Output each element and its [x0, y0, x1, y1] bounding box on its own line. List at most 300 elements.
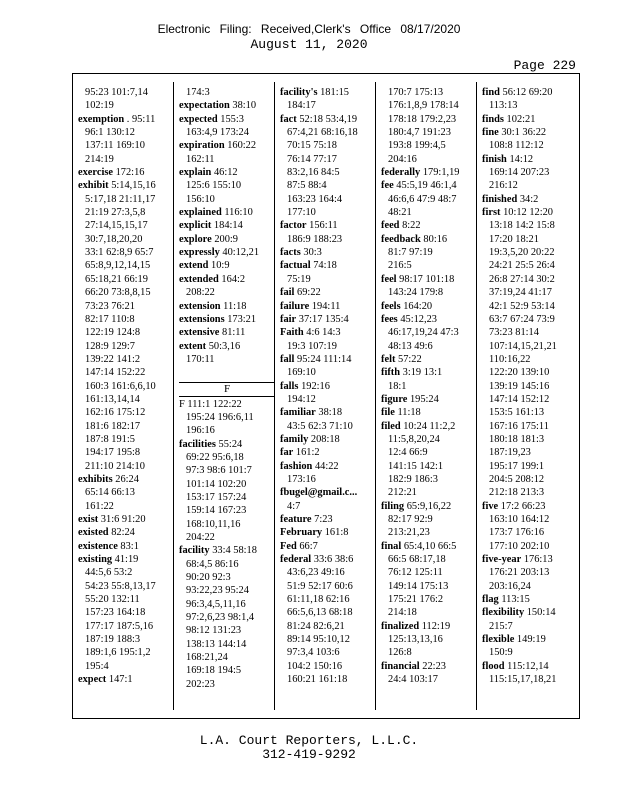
- index-term: facts: [280, 247, 301, 259]
- entry-references: 212:21: [388, 487, 417, 499]
- entry-references: 187:8 191:5: [85, 433, 135, 445]
- entry-references: 101:14 102:20: [186, 478, 247, 490]
- index-entry: [381, 366, 477, 379]
- entry-references: 69:22: [294, 287, 321, 299]
- index-entry: [280, 513, 376, 526]
- index-entry: [179, 638, 275, 651]
- index-column-3: [280, 86, 376, 714]
- index-column-5: [482, 86, 578, 714]
- index-term: feedback: [381, 233, 421, 245]
- entry-references: 90:20 92:3: [186, 572, 231, 584]
- index-entry: [381, 206, 477, 219]
- entry-references: 174:3: [186, 87, 210, 98]
- entry-references: 97:3,4 103:6: [287, 647, 340, 659]
- index-entry: [78, 126, 174, 139]
- entry-references: 30:7,18,20,20: [85, 233, 143, 245]
- entry-references: 82:17 92:9: [388, 514, 433, 525]
- index-entry: [179, 126, 275, 139]
- index-entry: [280, 99, 376, 112]
- index-entry: [381, 433, 477, 446]
- index-entry: [179, 478, 275, 491]
- entry-references: 184:14: [211, 220, 243, 232]
- entry-references: 196:16: [186, 425, 215, 437]
- index-entry: [179, 598, 275, 611]
- entry-references: 102:21: [503, 113, 536, 125]
- index-entry: [381, 486, 477, 499]
- index-entry: [78, 340, 174, 353]
- entry-references: 33:6 38:6: [311, 554, 354, 566]
- index-entry: [78, 500, 174, 513]
- entry-references: 97:3 98:6 101:7: [186, 465, 252, 477]
- entry-references: 81:24 82:6,21: [287, 620, 345, 632]
- entry-references: 66:5 68:17,18: [388, 554, 446, 566]
- entry-references: 128:9 129:7: [85, 340, 135, 352]
- entry-references: 176:1,8,9 178:14: [388, 100, 459, 112]
- index-entry: [78, 353, 174, 366]
- entry-references: 83:2,16 84:5: [287, 167, 340, 179]
- index-section-letter: F: [179, 382, 275, 397]
- entry-references: 55:24: [215, 438, 243, 450]
- entry-references: 213:21,23: [388, 527, 430, 539]
- index-entry: [280, 353, 376, 366]
- index-entry: [280, 406, 376, 419]
- index-term: extensive: [179, 327, 220, 339]
- index-term: federal: [280, 554, 312, 566]
- entry-references: 139:19 145:16: [489, 380, 550, 392]
- entry-references: 46:12: [211, 167, 238, 179]
- index-entry: [381, 446, 477, 459]
- index-entry: [482, 593, 578, 606]
- entry-references: 11:18: [220, 300, 247, 312]
- index-term: explain: [179, 167, 212, 179]
- index-entry: [280, 393, 376, 406]
- index-term: flag: [482, 594, 499, 606]
- index-entry: [179, 139, 275, 152]
- entry-references: 10:24 11:2,2: [400, 420, 456, 432]
- entry-references: 63:7 67:24 73:9: [489, 313, 555, 325]
- index-term: expressly: [179, 247, 220, 259]
- entry-references: 153:5 161:13: [489, 407, 545, 419]
- index-entry: [381, 86, 477, 99]
- index-term: find: [482, 87, 500, 98]
- index-entry: [179, 518, 275, 531]
- entry-references: 37:17 135:4: [296, 313, 349, 325]
- entry-references: 195:24 196:6,11: [186, 411, 254, 423]
- index-entry: [482, 259, 578, 272]
- entry-references: 169:14 207:23: [489, 167, 550, 179]
- index-entry: [78, 606, 174, 619]
- index-term: fine: [482, 127, 499, 139]
- entry-references: 34:2: [517, 193, 539, 205]
- index-term: exist: [78, 514, 99, 525]
- entry-references: 149:14 175:13: [388, 580, 449, 592]
- court-reporter-name: L.A. Court Reporters, L.L.C.: [199, 733, 419, 748]
- entry-references: 89:14 95:10,12: [287, 634, 350, 646]
- index-term: fair: [280, 313, 297, 325]
- index-entry: [179, 571, 275, 584]
- index-term: explicit: [179, 220, 212, 232]
- index-term: final: [381, 540, 402, 552]
- index-entry: [482, 606, 578, 619]
- index-entry: [78, 660, 174, 673]
- entry-references: 38:18: [315, 407, 343, 419]
- entry-references: 137:11 169:10: [85, 140, 145, 152]
- index-entry: [78, 406, 174, 419]
- entry-references: 96:3,4,5,11,16: [186, 598, 246, 610]
- entry-references: 160:22: [224, 140, 257, 152]
- index-term: existence: [78, 540, 118, 552]
- index-entry: [280, 233, 376, 246]
- entry-references: 46:17,19,24 47:3: [388, 327, 459, 339]
- entry-references: 126:8: [388, 647, 412, 659]
- index-entry: [78, 286, 174, 299]
- index-entry: [179, 678, 275, 691]
- index-entry: [280, 153, 376, 166]
- entry-references: 202:23: [186, 678, 215, 690]
- index-entry: [482, 366, 578, 379]
- index-entry: [78, 433, 174, 446]
- index-entry: [280, 86, 376, 99]
- entry-references: 150:9: [489, 647, 513, 659]
- entry-references: 26:8 27:14 30:2: [489, 273, 555, 285]
- index-entry: [280, 553, 376, 566]
- index-entry: [482, 420, 578, 433]
- entry-references: 160:21 161:18: [287, 674, 348, 686]
- index-entry: [381, 326, 477, 339]
- entry-references: 30:1 36:22: [498, 127, 547, 139]
- entry-references: 65:9,16,22: [404, 500, 452, 512]
- index-term: expectation: [179, 100, 230, 112]
- entry-references: 96:1 130:12: [85, 127, 135, 139]
- entry-references: 167:16 175:11: [489, 420, 549, 432]
- index-entry: [482, 139, 578, 152]
- index-entry: [482, 99, 578, 112]
- index-entry: [482, 446, 578, 459]
- entry-references: 204:5 208:12: [489, 473, 545, 485]
- index-spacer: [179, 366, 275, 379]
- index-term: family: [280, 433, 309, 445]
- index-entry: [78, 219, 174, 232]
- index-entry: [280, 206, 376, 219]
- entry-references: 33:4 58:18: [209, 545, 257, 557]
- index-term: falls: [280, 380, 299, 392]
- index-entry: [179, 99, 275, 112]
- entry-references: 147:14 152:12: [489, 393, 550, 405]
- entry-references: 42:1 52:9 53:14: [489, 300, 555, 312]
- entry-references: 186:9 188:23: [287, 233, 343, 245]
- index-entry: [280, 433, 376, 446]
- index-entry: [280, 473, 376, 486]
- index-term: extensions: [179, 313, 225, 325]
- entry-references: 93:22,23 95:24: [186, 585, 249, 597]
- index-entry: [78, 393, 174, 406]
- index-column-2: [179, 86, 275, 714]
- entry-references: 19:3,5,20 20:22: [489, 247, 555, 259]
- index-entry: [78, 166, 174, 179]
- index-entry: [280, 500, 376, 513]
- index-entry: [280, 179, 376, 192]
- entry-references: 48:13 49:6: [388, 340, 433, 352]
- entry-references: 125:6 155:10: [186, 180, 242, 192]
- entry-references: . 95:11: [124, 113, 156, 125]
- entry-references: 69:22 95:6,18: [186, 451, 244, 463]
- index-entry: [78, 420, 174, 433]
- index-entry: [381, 259, 477, 272]
- index-entry: [381, 139, 477, 152]
- index-entry: [482, 486, 578, 499]
- index-entry: [482, 460, 578, 473]
- index-entry: [78, 380, 174, 393]
- entry-references: 162:11: [186, 153, 215, 165]
- index-term: finished: [482, 193, 518, 205]
- index-entry: [78, 526, 174, 539]
- index-entry: [280, 580, 376, 593]
- entry-references: 11:18: [394, 407, 421, 419]
- entry-references: 163:10 164:12: [489, 514, 550, 525]
- index-term: F: [179, 398, 185, 410]
- entry-references: 46:6,6 47:9 48:7: [388, 193, 457, 205]
- entry-references: 45:12,23: [397, 313, 437, 325]
- index-entry: [179, 664, 275, 677]
- entry-references: 40:12,21: [219, 247, 260, 259]
- index-term: expected: [179, 113, 218, 125]
- entry-references: 147:1: [106, 674, 133, 686]
- index-entry: [280, 460, 376, 473]
- entry-references: 168:21,24: [186, 652, 228, 664]
- entry-references: 211:10 214:10: [85, 460, 145, 472]
- index-entry: [78, 313, 174, 326]
- entry-references: 65:18,21 66:19: [85, 273, 148, 285]
- index-term: facility's: [280, 87, 318, 98]
- entry-references: 169:18 194:5: [186, 665, 242, 677]
- index-column-1: [78, 86, 174, 714]
- index-entry: [482, 540, 578, 553]
- index-entry: [381, 99, 477, 112]
- index-entry: [482, 646, 578, 659]
- index-term: exercise: [78, 167, 113, 179]
- index-entry: [280, 446, 376, 459]
- index-entry: [179, 651, 275, 664]
- index-entry: [381, 153, 477, 166]
- index-term: feature: [280, 514, 312, 525]
- entry-references: 182:9 186:3: [388, 473, 438, 485]
- index-term: fifth: [381, 367, 401, 379]
- entry-references: 149:19: [514, 634, 546, 646]
- index-entry: [482, 179, 578, 192]
- entry-references: 67:4,21 68:16,18: [287, 127, 358, 139]
- index-entry: [280, 366, 376, 379]
- entry-references: 180:4,7 191:23: [388, 127, 451, 139]
- entry-references: 180:18 181:3: [489, 433, 545, 445]
- entry-references: 115:12,14: [504, 660, 549, 672]
- index-term: filed: [381, 420, 401, 432]
- entry-references: 125:13,13,16: [388, 634, 443, 646]
- index-term: federally: [381, 167, 421, 179]
- entry-references: 194:17 195:8: [85, 447, 141, 459]
- index-entry: [78, 86, 174, 99]
- index-entry: [482, 380, 578, 393]
- entry-references: 76:12 125:11: [388, 567, 443, 579]
- index-entry: [381, 500, 477, 513]
- index-entry: [179, 451, 275, 464]
- index-entry: [179, 558, 275, 571]
- entry-references: 108:8 112:12: [489, 140, 544, 152]
- entry-references: 73:23 76:21: [85, 300, 135, 312]
- index-entry: [381, 633, 477, 646]
- index-entry: [280, 126, 376, 139]
- entry-references: 194:12: [287, 393, 316, 405]
- entry-references: 115:15,17,18,21: [489, 674, 557, 686]
- index-entry: [78, 113, 174, 126]
- index-term: fall: [280, 353, 295, 365]
- transcript-date: August 11, 2020: [250, 37, 368, 52]
- index-entry: [179, 153, 275, 166]
- index-entry: [280, 660, 376, 673]
- index-entry: [280, 313, 376, 326]
- entry-references: 81:7 97:19: [388, 247, 433, 259]
- entry-references: 82:24: [108, 527, 135, 539]
- index-entry: [482, 620, 578, 633]
- index-entry: [78, 300, 174, 313]
- entry-references: 8:22: [399, 220, 421, 232]
- entry-references: 44:5,6 53:2: [85, 567, 133, 579]
- index-entry: [280, 300, 376, 313]
- entry-references: 173:21: [224, 313, 257, 325]
- index-entry: [280, 259, 376, 272]
- entry-references: 45:5,19 46:1,4: [393, 180, 457, 192]
- entry-references: 192:16: [298, 380, 330, 392]
- entry-references: 161:22: [85, 500, 114, 512]
- entry-references: 176:21 203:13: [489, 567, 550, 579]
- entry-references: 122:19 124:8: [85, 327, 141, 339]
- index-entry: [179, 113, 275, 126]
- index-term: first: [482, 207, 501, 219]
- index-entry: [381, 473, 477, 486]
- index-entry: [381, 300, 477, 313]
- index-entry: [280, 540, 376, 553]
- index-entry: [78, 566, 174, 579]
- entry-references: 172:16: [113, 167, 145, 179]
- index-term: felt: [381, 353, 396, 365]
- index-term: facility: [179, 545, 210, 557]
- entry-references: 57:22: [395, 353, 422, 365]
- entry-references: 24:4 103:17: [388, 674, 438, 686]
- entry-references: 17:2 66:23: [498, 500, 546, 512]
- index-entry: [78, 620, 174, 633]
- entry-references: 80:16: [420, 233, 448, 245]
- index-term: Faith: [280, 327, 304, 339]
- entry-references: 73:23 81:14: [489, 327, 539, 339]
- entry-references: 116:10: [221, 207, 253, 219]
- entry-references: 61:11,18 62:16: [287, 594, 350, 606]
- index-term: exemption: [78, 113, 125, 125]
- index-term: feels: [381, 300, 401, 312]
- index-term: flexibility: [482, 607, 525, 619]
- index-entry: [482, 566, 578, 579]
- index-term: flood: [482, 660, 505, 672]
- entry-references: 153:17 157:24: [186, 491, 247, 503]
- index-entry: [381, 233, 477, 246]
- entry-references: 66:7: [296, 540, 318, 552]
- entry-references: 189:1,6 195:1,2: [85, 647, 151, 659]
- entry-references: 111:1 122:22: [184, 398, 242, 410]
- index-entry: [381, 380, 477, 393]
- index-entry: [78, 99, 174, 112]
- index-term: finalized: [381, 620, 420, 632]
- index-entry: [381, 340, 477, 353]
- entry-references: 55:20 132:11: [85, 594, 140, 606]
- entry-references: 139:22 141:2: [85, 353, 141, 365]
- index-entry: [179, 219, 275, 232]
- index-entry: [482, 353, 578, 366]
- index-term: filing: [381, 500, 405, 512]
- entry-references: 81:11: [219, 327, 246, 339]
- entry-references: 65:8,9,12,14,15: [85, 260, 151, 272]
- index-entry: [482, 313, 578, 326]
- entry-references: 113:15: [498, 594, 530, 606]
- entry-references: 4:7: [287, 500, 301, 512]
- index-frame: [72, 73, 580, 719]
- index-entry: [78, 206, 174, 219]
- index-entry: [179, 438, 275, 451]
- entry-references: 113:13: [489, 100, 518, 112]
- index-term: explained: [179, 207, 222, 219]
- index-entry: [482, 513, 578, 526]
- index-entry: [280, 566, 376, 579]
- index-term: extend: [179, 260, 209, 272]
- index-entry: [381, 113, 477, 126]
- entry-references: 54:23 55:8,13,17: [85, 580, 156, 592]
- index-entry: [482, 300, 578, 313]
- entry-references: 7:23: [311, 514, 333, 525]
- entry-references: 173:16: [287, 473, 316, 485]
- entry-references: 194:11: [309, 300, 341, 312]
- index-entry: [381, 126, 477, 139]
- index-entry: [381, 166, 477, 179]
- entry-references: 160:3 161:6,6,10: [85, 380, 156, 392]
- index-entry: [78, 646, 174, 659]
- index-term: fees: [381, 313, 398, 325]
- entry-references: 181:15: [317, 87, 349, 98]
- index-entry: [280, 166, 376, 179]
- index-entry: [78, 580, 174, 593]
- index-entry: [381, 219, 477, 232]
- entry-references: 48:21: [388, 207, 412, 219]
- index-term: fee: [381, 180, 394, 192]
- index-entry: [482, 153, 578, 166]
- entry-references: 26:24: [112, 473, 139, 485]
- entry-references: 41:19: [112, 554, 139, 566]
- index-entry: [280, 526, 376, 539]
- index-entry: [280, 486, 376, 499]
- index-entry: [280, 326, 376, 339]
- entry-references: 43:6,23 49:16: [287, 567, 345, 579]
- entry-references: 13:18 14:2 15:8: [489, 220, 555, 232]
- index-entry: [179, 340, 275, 353]
- index-entry: [280, 606, 376, 619]
- index-entry: [179, 326, 275, 339]
- index-entry: [381, 393, 477, 406]
- index-term: familiar: [280, 407, 316, 419]
- entry-references: 216:5: [388, 260, 412, 272]
- entry-references: 147:14 152:22: [85, 367, 146, 379]
- index-entry: [482, 580, 578, 593]
- index-entry: [78, 326, 174, 339]
- index-entry: [482, 393, 578, 406]
- index-term: factor: [280, 220, 307, 232]
- index-entry: [482, 219, 578, 232]
- index-entry: [482, 433, 578, 446]
